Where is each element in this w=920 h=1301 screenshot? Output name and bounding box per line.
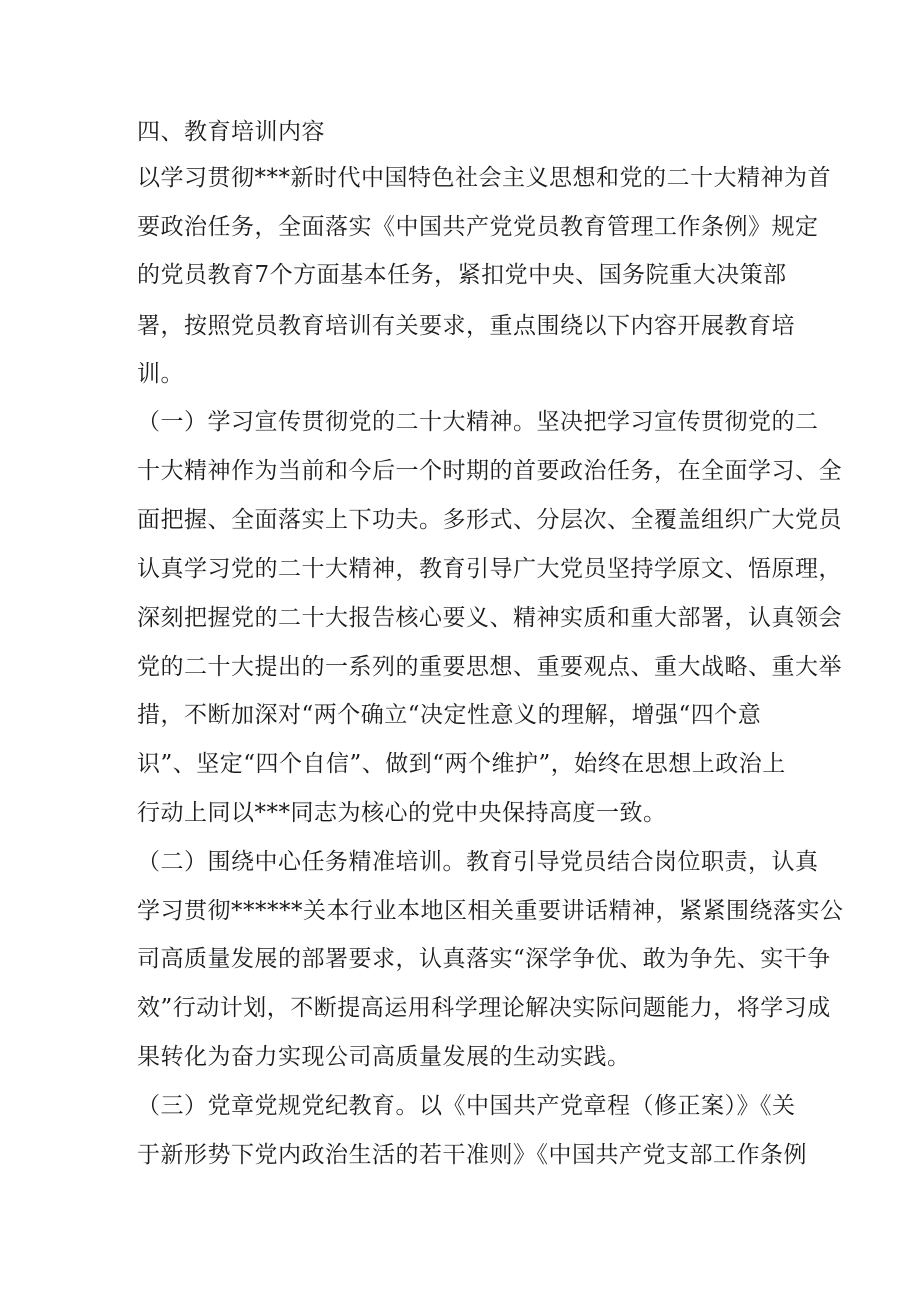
item1-line: 行动上同以***同志为核心的党中央保持高度一致。: [137, 800, 667, 826]
intro-line: 训。: [137, 361, 184, 387]
intro-line: 的党员教育7个方面基本任务，紧扣党中央、国务院重大决策部: [137, 262, 787, 288]
intro-line: 以学习贯彻***新时代中国特色社会主义思想和党的二十大精神为首: [137, 165, 831, 191]
intro-line: 署，按照党员教育培训有关要求，重点围绕以下内容开展教育培: [137, 313, 795, 339]
item1-line: 面把握、全面落实上下功夫。多形式、分层次、全覆盖组织广大党员: [137, 507, 842, 533]
item1-line: 措，不断加深对“两个确立“决定性意义的理解，增强“四个意: [137, 702, 762, 728]
section-heading: 四、教育培训内容: [137, 119, 325, 145]
item1-line: 十大精神作为当前和今后一个时期的首要政治任务，在全面学习、全: [137, 458, 842, 484]
item3-line: 于新形势下党内政治生活的若干准则》《中国共产党支部工作条例: [137, 1142, 807, 1168]
item2-line: 效”行动计划，不断提高运用科学理论解决实际问题能力，将学习成: [137, 995, 831, 1021]
item1-line: 深刻把握党的二十大报告核心要义、精神实质和重大部署，认真领会: [137, 605, 842, 631]
item3-line: （三）党章党规党纪教育。以《中国共产党章程（修正案）》《关: [137, 1093, 796, 1119]
item2-line: 司高质量发展的部署要求，认真落实“深学争优、敢为争先、实干争: [137, 946, 831, 972]
item2-line: （二）围绕中心任务精准培训。教育引导党员结合岗位职责，认真: [137, 849, 819, 875]
item2-line: 学习贯彻******关本行业本地区相关重要讲话精神，紧紧围绕落实公: [137, 898, 844, 924]
item1-line: （一）学习宣传贯彻党的二十大精神。坚决把学习宣传贯彻党的二: [137, 409, 819, 435]
intro-line: 要政治任务，全面落实《中国共产党党员教育管理工作条例》规定: [137, 214, 819, 240]
item1-line: 认真学习党的二十大精神，教育引导广大党员坚持学原文、悟原理，: [137, 556, 842, 582]
item2-line: 果转化为奋力实现公司高质量发展的生动实践。: [137, 1044, 631, 1070]
item1-line: 党的二十大提出的一系列的重要思想、重要观点、重大战略、重大举: [137, 654, 842, 680]
item1-line: 识”、坚定“四个自信”、做到“两个维护”，始终在思想上政治上: [137, 751, 786, 777]
